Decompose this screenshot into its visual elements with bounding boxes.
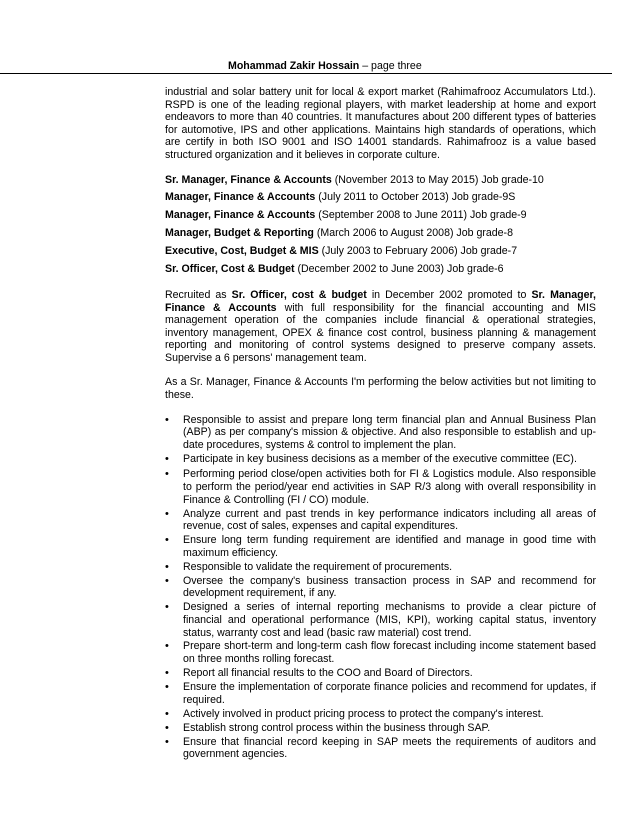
recruitment-paragraph: Recruited as Sr. Officer, cost & budget in December 2002 promoted to Sr. Manager, Finance & Accounts with full responsibility for the financial accounting and MIS management operation of the companies include financial & operational strategies, inventory management, OPEX & finance cost control, business planning & management reporting and monitoring of control systems designed to preserve company assets. Supervise a 6 persons' management team. — [165, 288, 596, 364]
role-detail: (December 2002 to June 2003) Job grade-6 — [294, 263, 504, 276]
role-title: Manager, Finance & Accounts — [165, 191, 316, 204]
list-item: • Establish strong control process within the business through SAP. — [165, 721, 491, 734]
bullet-icon: • — [165, 707, 169, 720]
header-page-label: – page three — [359, 60, 422, 72]
role-entry — [165, 191, 596, 204]
role-entry — [165, 174, 596, 187]
list-item: • Designed a series of internal reporting mechanisms to provide a clear picture of financial and operational performance (MIS, KPI), working capital status, inventory status, warranty cost and lead (basic raw material) cost trend. — [165, 601, 596, 639]
bullet-icon: • — [165, 640, 169, 653]
list-item: • Report all financial results to the COO and Board of Directors. — [165, 667, 473, 680]
role-title: Manager, Finance & Accounts — [165, 209, 316, 222]
bullet-icon: • — [165, 507, 169, 520]
list-item: • Ensure the implementation of corporate finance policies and recommend for updates, if required. — [165, 681, 596, 706]
list-item: • Oversee the company's business transaction process in SAP and recommend for development requirement, if any. — [165, 574, 596, 600]
list-item: • Responsible to validate the requirement of procurements. — [165, 560, 453, 573]
list-item: • Participate in key business decisions as a member of the executive committee (EC). — [165, 452, 577, 465]
role-detail: (July 2011 to October 2013) Job grade-9S — [315, 191, 516, 204]
bullet-icon: • — [165, 681, 169, 694]
role-detail: (November 2013 to May 2015) Job grade-10 — [331, 173, 544, 186]
role-title: Manager, Budget & Reporting — [165, 227, 314, 240]
role-list — [165, 174, 596, 276]
company-intro: industrial and solar battery unit for local & export market (Rahimafrooz Accumulators Ltd.). RSPD is one of the leading regional players, with market leadership at home and export endeavors to more than 40 countries. It manufactures about 200 different types of batteries for automotive, IPS and other applications. Maintains high standards of operations, which are certify in both ISO 9001 and ISO 14001 standards. Rahimafrooz is a value based structured organization and it believes in corporate culture. — [165, 86, 596, 161]
activities-intro: As a Sr. Manager, Finance & Accounts I'm performing the below activities but not limiting to these. — [165, 376, 596, 402]
bullet-icon: • — [165, 574, 169, 587]
bullet-icon: • — [165, 413, 169, 426]
role-entry — [165, 209, 596, 222]
role-title: Sr. Manager, Finance & Accounts — [165, 173, 332, 186]
initial-position: Sr. Officer, cost & budget — [231, 288, 367, 301]
bullet-icon: • — [165, 667, 169, 680]
activities-list — [165, 414, 596, 761]
role-entry — [165, 227, 596, 240]
current-position: Sr. Manager, Finance & Accounts — [165, 288, 596, 314]
bullet-icon: • — [165, 721, 169, 734]
bullet-icon: • — [165, 735, 169, 748]
role-title: Sr. Officer, Cost & Budget — [165, 263, 295, 276]
role-detail: (March 2006 to August 2008) Job grade-8 — [313, 227, 513, 240]
list-item: • Performing period close/open activities both for FI & Logistics module. Also responsible to perform the period/year end activities in SAP R/3 along with overall responsibility in Finance & Controlling (FI / CO) module. — [165, 468, 596, 506]
header-rule — [0, 73, 612, 74]
bullet-icon: • — [165, 452, 169, 465]
role-detail: (September 2008 to June 2011) Job grade-9 — [315, 209, 527, 222]
list-item: • Analyze current and past trends in key performance indicators including all areas of revenue, cost of sales, expenses and capital expenditures. — [165, 507, 596, 533]
list-item: • Actively involved in product pricing process to protect the company's interest. — [165, 707, 544, 720]
list-item: • Responsible to assist and prepare long term financial plan and Annual Business Plan (ABP) as per company's mission & objective. And also responsible to establish and up-date procedures, systems & control to implement the plan. — [165, 413, 596, 451]
role-title: Executive, Cost, Budget & MIS — [165, 245, 319, 258]
list-item: • Prepare short-term and long-term cash flow forecast including income statement based on three months rolling forecast. — [165, 640, 596, 666]
page-content — [165, 86, 596, 762]
bullet-icon: • — [165, 534, 169, 547]
list-item: • Ensure that financial record keeping in SAP meets the requirements of auditors and government agencies. — [165, 735, 596, 761]
list-item: • Ensure long term funding requirement are identified and manage in good time with maximum efficiency. — [165, 534, 596, 559]
role-entry — [165, 263, 596, 276]
page-header — [228, 60, 422, 72]
role-entry — [165, 245, 596, 258]
header-name: Mohammad Zakir Hossain — [228, 60, 360, 72]
bullet-icon: • — [165, 468, 169, 481]
bullet-icon: • — [165, 601, 169, 614]
role-detail: (July 2003 to February 2006) Job grade-7 — [318, 245, 518, 258]
bullet-icon: • — [165, 560, 169, 573]
